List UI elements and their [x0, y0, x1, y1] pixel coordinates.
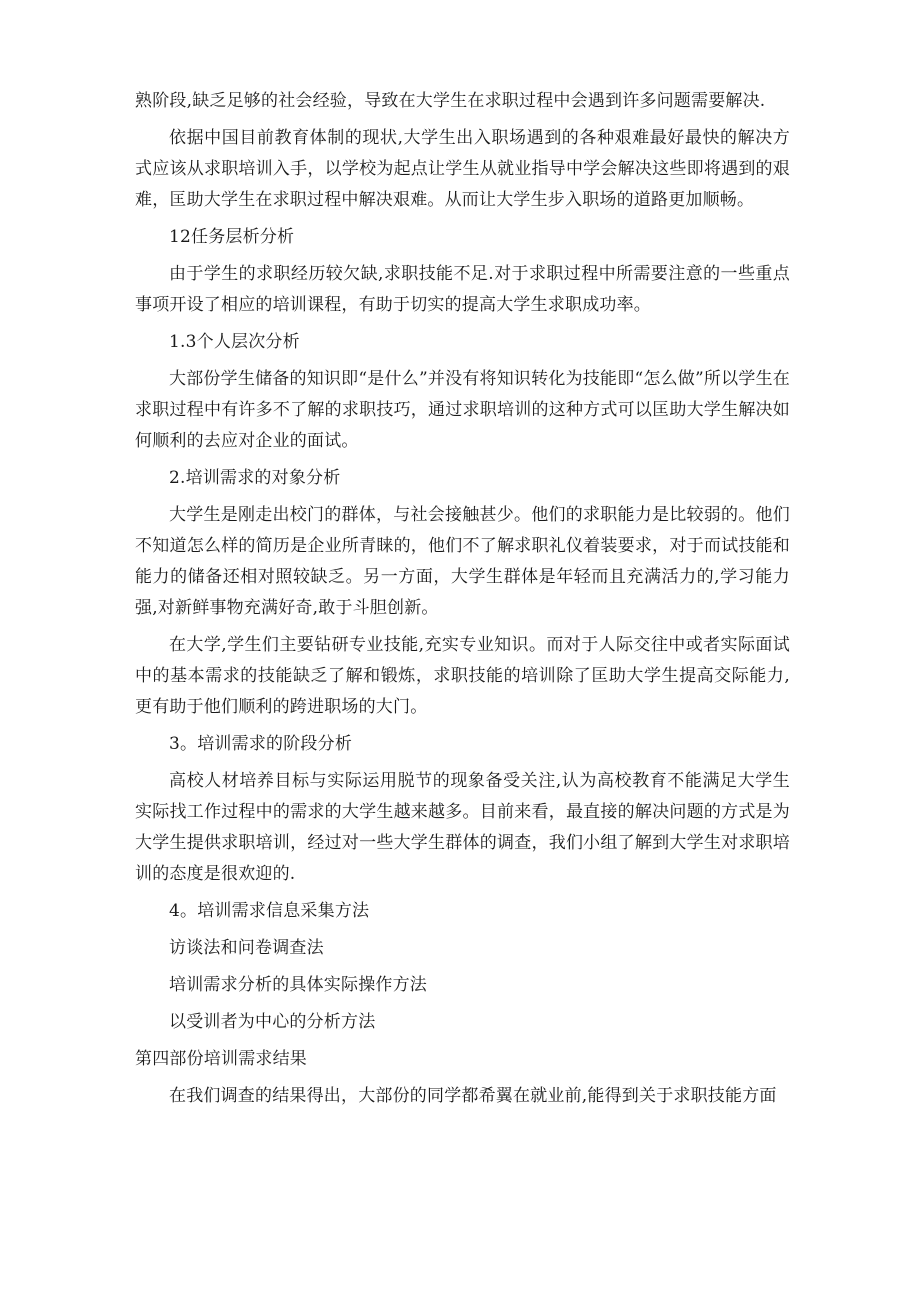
paragraph-continued: 熟阶段,缺乏足够的社会经验，导致在大学生在求职过程中会遇到许多问题需要解决.	[135, 91, 766, 111]
heading-personal-analysis: 1.3个人层次分析	[169, 332, 300, 352]
list-item-operation-method: 培训需求分析的具体实际操作方法	[169, 975, 427, 995]
heading-object-analysis: 2.培训需求的对象分析	[169, 468, 341, 488]
paragraph-education-system: 依据中国目前教育体制的现状,大学生出入职场遇到的各种艰难最好最快的解决方式应该从求职培训入手，以学校为起点让学生从就业指导中学会解决这些即将遇到的艰难，匡助大学生在求职过程中解决艰难。从而让大学生步入职场的道路更加顺畅。	[135, 128, 790, 210]
heading-task-analysis: 12任务层析分析	[169, 227, 295, 247]
paragraph-personal-analysis: 大部份学生储备的知识即“是什么”并没有将知识转化为技能即“怎么做”所以学生在求职过程中有许多不了解的求职技巧，通过求职培训的这种方式可以匡助大学生解决如何顺利的去应对企业的面试。	[135, 369, 790, 451]
paragraph-task-analysis: 由于学生的求职经历较欠缺,求职技能不足.对于求职过程中所需要注意的一些重点事项开设了相应的培训课程，有助于切实的提高大学生求职成功率。	[135, 264, 790, 315]
paragraph-survey-results: 在我们调查的结果得出，大部份的同学都希翼在就业前,能得到关于求职技能方面	[169, 1086, 777, 1106]
heading-info-collection: 4。培训需求信息采集方法	[169, 901, 370, 921]
part-four-title: 第四部份培训需求结果	[135, 1049, 307, 1069]
list-item-trainee-method: 以受训者为中心的分析方法	[169, 1012, 376, 1032]
paragraph-stage-analysis: 高校人材培养目标与实际运用脱节的现象备受关注,认为高校教育不能满足大学生实际找工作过程中的需求的大学生越来越多。目前来看，最直接的解决问题的方式是为大学生提供求职培训，经过对一些大学生群体的调查，我们小组了解到大学生对求职培训的态度是很欢迎的.	[135, 771, 790, 884]
list-item-interview-method: 访谈法和问卷调查法	[169, 938, 324, 958]
heading-stage-analysis: 3。培训需求的阶段分析	[169, 734, 353, 754]
paragraph-university-skills: 在大学,学生们主要钻研专业技能,充实专业知识。而对于人际交往中或者实际面试中的基本需求的技能缺乏了解和锻炼，求职技能的培训除了匡助大学生提高交际能力,更有助于他们顺利的跨进职场的大门。	[135, 635, 790, 717]
document-body	[135, 86, 790, 1112]
paragraph-object-analysis: 大学生是刚走出校门的群体，与社会接触甚少。他们的求职能力是比较弱的。他们不知道怎么样的简历是企业所青睐的，他们不了解求职礼仪着装要求，对于而试技能和能力的储备还相对照较缺乏。另一方面，大学生群体是年轻而且充满活力的,学习能力强,对新鲜事物充满好奇,敢于斗胆创新。	[135, 505, 790, 618]
